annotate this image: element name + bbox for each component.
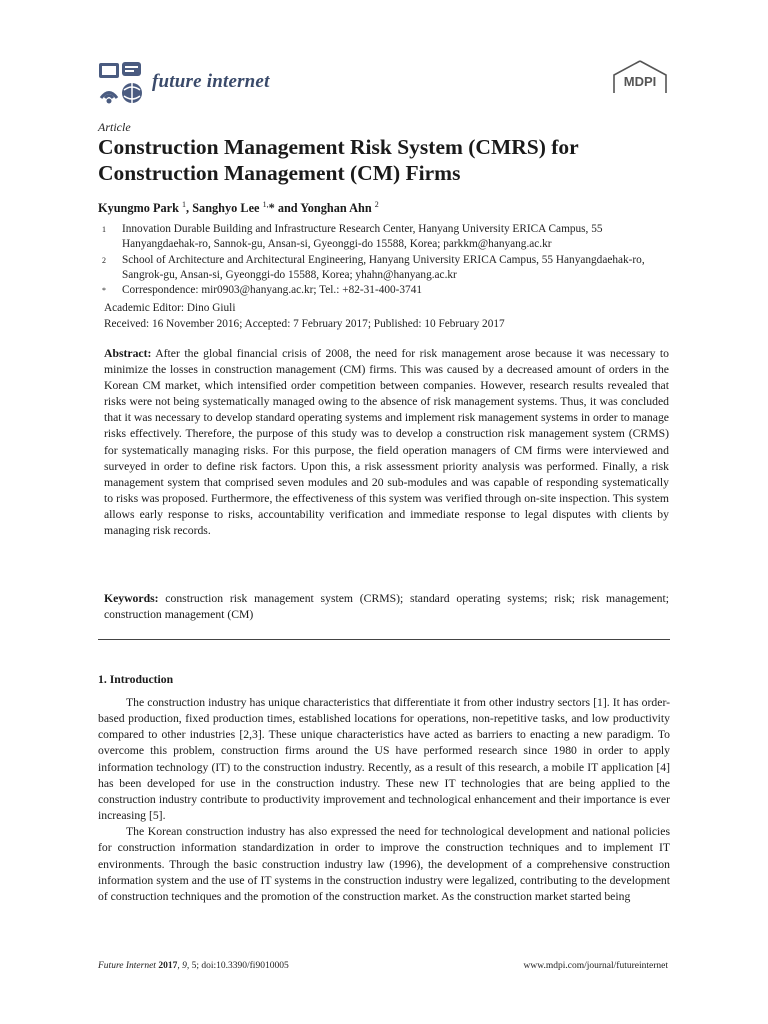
affiliation-mark: 2: [102, 255, 106, 265]
abstract: [104, 346, 669, 539]
svg-text:MDPI: MDPI: [623, 74, 657, 89]
editorial-info: [104, 300, 664, 332]
journal-logo-icon: [98, 60, 144, 106]
journal-name: future internet: [152, 71, 270, 92]
footer-citation: Future Internet 2017, 9, 5; doi:10.3390/fi9010005: [98, 961, 289, 971]
affiliation-mark: 1: [102, 225, 106, 234]
author-affiliation-mark: 1,: [262, 200, 269, 209]
body-paragraph: The Korean construction industry has also expressed the need for technological development and national policies for construction information standardization in order to improve the construction techniques and to implement IT environments. Through the basic construction industry law (1996), the development of a comprehensive construction information system and the use of IT systems in the construction industry were legalized, contributing to the development of construction techniques and the promotion of the construction market. As the construction market started being: [98, 825, 670, 903]
section-divider: [98, 639, 670, 640]
author-separator: ,: [186, 201, 193, 216]
body-paragraph: The construction industry has unique characteristics that differentiate it from other industry sectors [1]. It has order-based production, fixed production times, established locations for operations, non-repetitive tasks, and low productivity compared to other industries [2,3]. These unique characteristics have acted as barriers to enacting a new paradigm. To overcome this problem, construction firms around the US have performed research since 1980 in order to apply information technology (IT) to the construction industry. Recently, as a result of this research, a mobile IT application [4] has been developed for use in the construction industry. These new IT technologies that are being applied to the construction industry contribute to productivity improvement and technological enhancement and their importance is ever increasing [5].: [98, 696, 670, 823]
abstract-text: After the global financial crisis of 2008, the need for risk management arose because it was necessary to minimize the losses in construction management (CM) firms. This was caused by a decreased amount of orders in the Korean CM market, which intensified order competition between companies. However, research results revealed that risks were not being systematically managed owing to the absence of risk management systems. Thus, it was concluded that it was necessary to develop standard operating systems and implement risk management systems in order to manage risks effectively. Therefore, the purpose of this study was to develop a construction risk management system (CRMS) for systematically managing risks. For this purpose, the field operation managers of CM firms were interviewed and surveyed in order to define risk factors. Upon this, a risk assessment priority analysis was performed. Finally, a risk management system that comprised seven modules and 20 sub-modules and was capable of responding systematically to risks was proposed. Furthermore, the effectiveness of this system was verified through on-site inspection. This system allows early response to risks, accountability verification and immediate response to legal disputes with clients by managing risk records.: [104, 347, 669, 538]
article-type: Article: [98, 120, 131, 134]
article-title: Construction Management Risk System (CMRS) for Construction Management (CM) Firms: [98, 135, 579, 185]
author-name: Kyungmo Park: [98, 201, 179, 216]
academic-editor: Academic Editor: Dino Giuli: [104, 302, 236, 314]
footer-journal: Future Internet: [98, 961, 156, 971]
author-name: Sanghyo Lee: [192, 201, 260, 216]
section-heading: 1. Introduction: [98, 673, 174, 686]
keywords: [104, 591, 669, 623]
author-list: [98, 200, 678, 216]
footer-year: 2017: [158, 961, 178, 971]
footer-doi: , 5; doi:10.3390/fi9010005: [186, 961, 289, 971]
author-affiliation-mark: 1: [182, 200, 187, 209]
affiliation-mark: *: [102, 286, 106, 296]
publication-dates: Received: 16 November 2016; Accepted: 7 February 2017; Published: 10 February 2017: [104, 318, 505, 330]
correspondence-text: Correspondence: mir0903@hanyang.ac.kr; Tel.: +82-31-400-3741: [122, 284, 423, 297]
author-affiliation-mark: 2: [374, 200, 379, 209]
correspondence-item: [98, 283, 678, 298]
affiliation-text: Innovation Durable Building and Infrastructure Research Center, Hanyang University ERICA Campus, 55 Hanyangdaehak-ro, Sannok-gu, Ansan-si, Gyeonggi-do 15588, Korea; parkkm@hanyang.ac.kr: [122, 223, 603, 251]
affiliation-text: School of Architecture and Architectural Engineering, Hanyang University ERICA Campus, 55 Hanyangdaehak-ro, Sangrok-gu, Ansan-si, Gyeonggi-do 15588, Korea; yhahn@hanyang.ac.kr: [122, 253, 645, 281]
abstract-label: Abstract:: [104, 347, 152, 360]
keywords-text: construction risk management system (CRMS); standard operating systems; risk; risk management; construction management (CM): [104, 592, 669, 622]
author-separator: * and: [268, 201, 301, 216]
footer-volume: 9: [182, 961, 187, 971]
affiliation-list: [98, 222, 678, 298]
author-name: Yonghan Ahn: [300, 201, 372, 216]
mdpi-logo: [612, 60, 668, 94]
affiliation-item: [98, 253, 678, 284]
affiliation-item: [98, 222, 678, 253]
body-text: [98, 695, 670, 905]
footer-url[interactable]: www.mdpi.com/journal/futureinternet: [523, 961, 668, 971]
keywords-label: Keywords:: [104, 592, 159, 605]
